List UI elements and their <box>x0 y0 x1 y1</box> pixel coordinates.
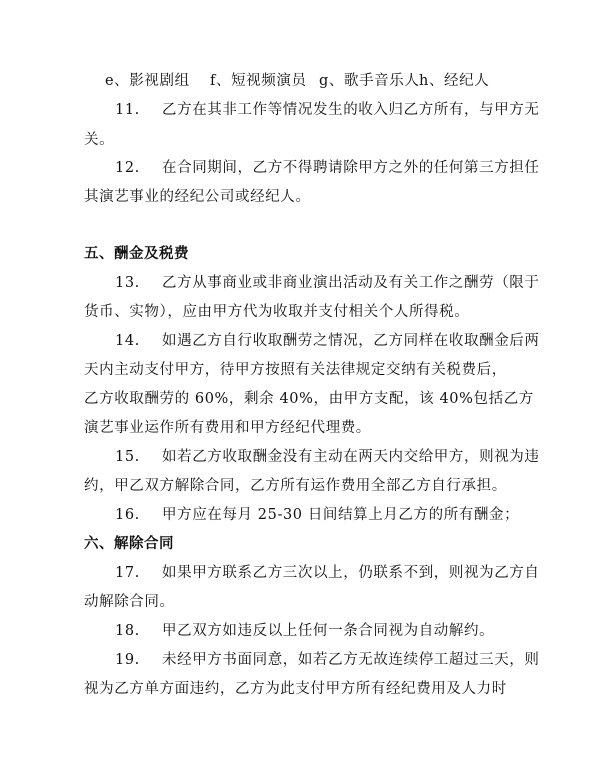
clause-13-number: 13. <box>115 275 140 291</box>
clause-12-number: 12. <box>115 160 140 176</box>
roles-line <box>105 71 489 91</box>
role-g: g、歌手音乐人 <box>319 73 420 89</box>
role-f: f、短视频演员 <box>210 73 307 89</box>
clause-12-text-1: 在合同期间，乙方不得聘请除甲方之外的任何第三方担任 <box>162 160 540 176</box>
clause-17-line-1 <box>115 563 540 583</box>
clause-19-number: 19. <box>115 652 140 668</box>
clause-14-number: 14. <box>115 333 140 349</box>
clause-11-line-1 <box>115 100 540 120</box>
clause-11-line-2: 关。 <box>84 132 115 148</box>
section-6-heading: 六、解除合同 <box>84 536 174 552</box>
role-e: e、影视剧组 <box>105 73 190 89</box>
clause-15-number: 15. <box>115 449 140 465</box>
clause-18-line-1 <box>115 621 494 641</box>
clause-14-text-1: 如遇乙方自行收取酬劳之情况，乙方同样在收取酬金后两 <box>162 333 540 349</box>
clause-17-text-1: 如果甲方联系乙方三次以上，仍联系不到，则视为乙方自 <box>162 565 540 581</box>
clause-13-text-1: 乙方从事商业或非商业演出活动及有关工作之酬劳（限于 <box>162 275 540 291</box>
clause-17-line-2: 动解除合同。 <box>84 594 175 610</box>
clause-16-number: 16. <box>115 507 140 523</box>
clause-15-line-1 <box>115 447 540 467</box>
clause-14-line-2: 天内主动支付甲方，待甲方按照有关法律规定交纳有关税费后， <box>84 362 507 378</box>
clause-11-number: 11. <box>115 102 140 118</box>
role-h: h、经纪人 <box>419 73 490 89</box>
clause-13-line-1 <box>115 273 540 293</box>
clause-15-line-2: 约，甲乙双方解除合同，乙方所有运作费用全部乙方自行承担。 <box>84 478 507 494</box>
clause-16-line-1 <box>115 505 519 525</box>
clause-18-text-1: 甲乙双方如违反以上任何一条合同视为自动解约。 <box>162 623 495 639</box>
clause-12-line-2: 其演艺事业的经纪公司或经纪人。 <box>84 189 311 205</box>
clause-14-line-3: 乙方收取酬劳的 60%，剩余 40%，由甲方支配，该 40%包括乙方 <box>84 391 534 407</box>
clause-19-text-1: 未经甲方书面同意，如若乙方无故连续停工超过三天，则 <box>162 652 540 668</box>
clause-13-line-2: 货币、实物），应由甲方代为收取并支付相关个人所得税。 <box>84 304 470 320</box>
clause-12-line-1 <box>115 158 540 178</box>
clause-19-line-2: 视为乙方单方面违约，乙方为此支付甲方所有经纪费用及人力时 <box>84 681 507 697</box>
clause-11-text-1: 乙方在其非工作等情况发生的收入归乙方所有，与甲方无 <box>162 102 540 118</box>
clause-14-line-1 <box>115 331 540 351</box>
clause-19-line-1 <box>115 650 540 670</box>
clause-14-line-4: 演艺事业运作所有费用和甲方经纪代理费。 <box>84 420 371 436</box>
clause-16-text-1: 甲方应在每月 25-30 日间结算上月乙方的所有酬金； <box>162 507 520 523</box>
clause-15-text-1: 如若乙方收取酬金没有主动在两天内交给甲方，则视为违 <box>162 449 540 465</box>
clause-18-number: 18. <box>115 623 140 639</box>
section-5-heading: 五、酬金及税费 <box>84 246 189 262</box>
clause-17-number: 17. <box>115 565 140 581</box>
